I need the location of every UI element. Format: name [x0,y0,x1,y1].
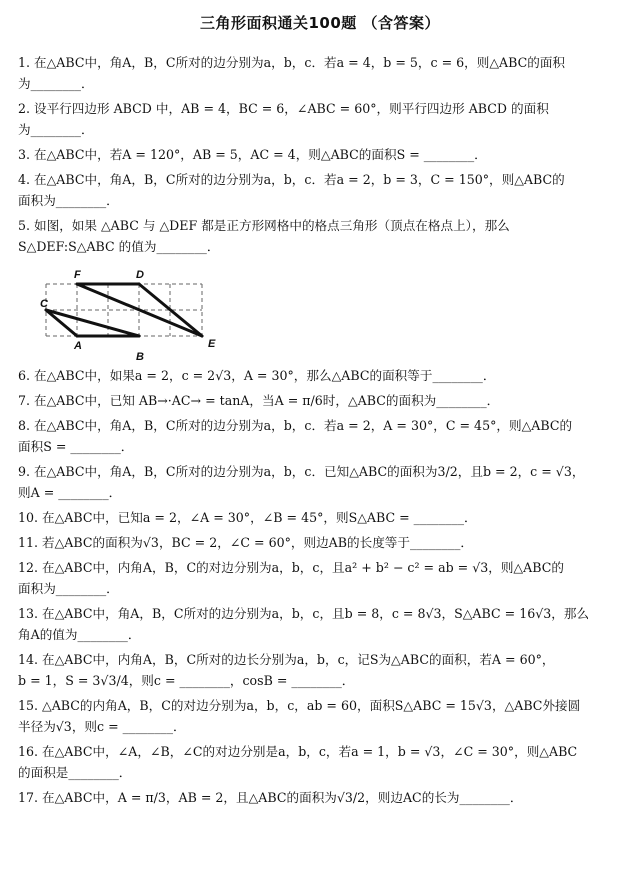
problem-line: 角A的值为________． [18,627,141,642]
problem-6 [18,365,622,386]
problem-5 [18,215,622,257]
label-e: E [208,338,216,350]
problem-line: 为________． [18,76,94,91]
problem-line: 11. 若△ABC的面积为√3，BC = 2，∠C = 60°，则边AB的长度等于________． [18,535,473,550]
problem-line: 面积为________． [18,193,119,208]
page-title: 三角形面积通关100题 （含答案） [199,14,441,32]
problem-3 [18,144,622,165]
problem-line: 半径为√3，则c = ________． [18,719,186,734]
problem-line: 1. 在△ABC中，角A，B，C所对的边分别为a，b，c．若a = 4，b = 5，c = 6，则△ABC的面积 [18,55,566,70]
problem-2 [18,98,622,140]
triangle-abc [46,310,139,336]
problem-16 [18,741,622,783]
problem-line: 16. 在△ABC中，∠A，∠B，∠C的对边分别是a，b，c，若a = 1，b = √3，∠C = 30°，则△ABC [18,744,578,759]
problem-8 [18,415,622,457]
problem-line: b = 1，S = 3√3/4，则c = ________，cosB = ________． [18,673,355,688]
label-a: A [74,340,82,352]
problem-line: 5. 如图，如果 △ABC 与 △DEF 都是正方形网格中的格点三角形（顶点在格点上），那么 [18,218,510,233]
problem-line: 4. 在△ABC中，角A，B，C所对的边分别为a，b，c．若a = 2，b = 3，C = 150°，则△ABC的 [18,172,565,187]
problem-line: 面积为________． [18,581,119,596]
problem-9 [18,461,622,503]
problem-line: 13. 在△ABC中，角A，B，C所对的边分别为a，b，c，且b = 8，c = 8√3，S△ABC = 16√3，那么 [18,606,590,621]
problem-line: 15. △ABC的内角A，B，C的对边分别为a，b，c，ab = 60，面积S△ABC = 15√3，△ABC外接圆 [18,698,581,713]
problem-14 [18,649,622,691]
problem-line: 3. 在△ABC中，若A = 120°，AB = 5，AC = 4，则△ABC的面积S = ________． [18,147,487,162]
problem-1 [18,52,622,94]
problem-line: 10. 在△ABC中，已知a = 2，∠A = 30°，∠B = 45°，则S△ABC = ________． [18,510,477,525]
problem-12 [18,557,622,599]
problem-line: 6. 在△ABC中，如果a = 2，c = 2√3，A = 30°，那么△ABC的面积等于________． [18,368,496,383]
problem-line: 为________． [18,122,94,137]
problem-line: 8. 在△ABC中，角A，B，C所对的边分别为a，b，c．若a = 2，A = 30°，C = 45°，则△ABC的 [18,418,573,433]
problem-line: S△DEF:S△ABC 的值为________． [18,239,220,254]
problem-list [18,52,622,808]
problem-11 [18,532,622,553]
problem-line: 9. 在△ABC中，角A，B，C所对的边分别为a，b，c．已知△ABC的面积为3/2，且b = 2，c = √3， [18,464,585,479]
problem-7 [18,390,622,411]
grid-svg [36,266,236,366]
label-d: D [136,269,144,281]
label-f: F [74,269,81,281]
grid-figure [36,266,236,366]
problem-4 [18,169,622,211]
problem-line: 7. 在△ABC中，已知 AB→·AC→ = tanA，当A = π/6时，△ABC的面积为________． [18,393,500,408]
problem-15 [18,695,622,737]
label-b: B [136,351,144,363]
problem-line: 12. 在△ABC中，内角A，B，C的对边分别为a，b，c，且a² + b² − c² = ab = √3，则△ABC的 [18,560,564,575]
problem-13 [18,603,622,645]
problem-line: 17. 在△ABC中，A = π/3，AB = 2，且△ABC的面积为√3/2，则边AC的长为________． [18,790,523,805]
problem-line: 面积S = ________． [18,439,134,454]
problem-line: 则A = ________． [18,485,122,500]
problem-17 [18,787,622,808]
label-c: C [40,298,48,310]
problem-10 [18,507,622,528]
problem-line: 2. 设平行四边形 ABCD 中，AB = 4，BC = 6，∠ABC = 60°，则平行四边形 ABCD 的面积 [18,101,549,116]
problem-line: 的面积是________． [18,765,132,780]
problem-line: 14. 在△ABC中，内角A，B，C所对的边长分别为a，b，c，记S为△ABC的面积，若A = 60°， [18,652,555,667]
